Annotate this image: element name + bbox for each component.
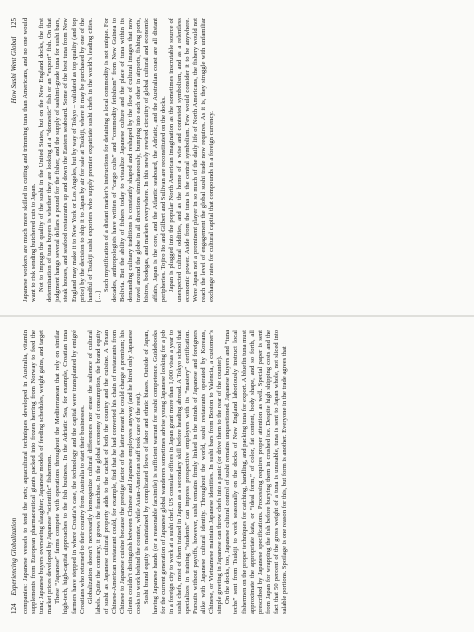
right-running-head (10, 18, 18, 302)
right-paragraph-1: Japanese workers are much more skilled in cutting and trimming tuna than Americans, and no one would want to risk sending butchered cuts to Japan. (22, 18, 38, 302)
left-running-title: Experiencing Globalization (10, 517, 18, 596)
right-page-number: 125 (10, 18, 18, 29)
right-paragraph-4: Japan is plugged into the popular North American imagination as the sometimes inscrutable source of unexpected cultural oddities, and as the home of a wise and contested symbolism, and as a relentless economic power. Aside from the tuna is the central symbolism. Few would consider it to be anywhere. Were Japan not a prominent player in so much of the daily life of North Americans, the fishery would not reach the level of engagement the global sushi trade now requires. As it is, they struggle with unfamiliar exchange rates for cultural capital that compounds in a foreign currency. (167, 18, 216, 302)
right-running-title: How Sushi Went Global (10, 36, 18, 104)
left-paragraph-1: companies: Japanese vessels to tend the nets; aquacultural techniques developed in Australia, vitamin supplements from European pharmaceutical giants packed into frozen herring from Norway to feed the tuna; Japanese buyers overseeing slaughter; Japanese models of feeding schedules, weight gains, and target market prices developed by Japanese “scientific” fishermen. (22, 330, 54, 614)
left-paragraph-4: Sushi brand equity is maintained by complicated flows of labor and ethnic biases. Outside of Japan, having Japanese hands (or a reasonable facsimile) is sufficient warrant for sushi competence. Guidebooks for the current generation of Japanese global wanderers sometimes advise young Japanese looking for a job in a foreign city to work at a sushi chef. US consular offices in Japan grant more than 1,000 visas a year to sushi chefs, most of them trained in Japan as a secondary skill before heading abroad. A Tokyo school that specializes in training “students” can impress prospective employers with its “mastery” certification. Pursuits without payoffs, however, sushi remains firmly linked in the minds of Japanese and foreigners alike with Japanese cultural identity. Throughout the world, sushi restaurants operated by Koreans, Chinese, or Vietnamese maintain Japanese identities. In sushi bars from Boston to Valencia, a customer’s simple greeting in Japanese can throw chefs into a panic (or drive them to the rear of the counter). (143, 330, 224, 614)
left-page (0, 316, 474, 632)
right-paragraph-2: Not to impugn the quality of the sushi in the United States, but on the New England docks, the first determination of tuna buyers is whether they are looking at a “domestic” fish or an “export” fish. On that judgment hangs several dollars a pound for the fisher, and the supply of sashimi-grade tuna for sushi bars, steak houses, and seafood restaurants up and down the Eastern seaboard. Some of the best tuna from New England may make it to New York or Los Angeles, but by way of Tokyo – validated as top quality (and top price) by the decision to ship it to Japan by air for sale at Tsukiji, where it may be purchased by one of the handful of Tsukiji sushi exporters who supply premier expatriate sushi chefs in the world’s leading cities. […] (38, 18, 102, 302)
left-paragraph-2: These “Japanese” farms compete with operations throughout the Mediterranean that rely on similar high-tech, high-capital approaches to the fish business. In the Adriatic Sea, for example, Croatian tuna farmers have stepped in where Croatia’s case, the technology and the capital were transplanted by emigré Croatians who returned to their country from Australia to start their businesses. (54, 330, 86, 614)
left-running-head (10, 330, 18, 614)
right-paragraph-3: Such mystification of a distant market’s instructions for detaining a local commodity is not unique. For decades, anthropologists have written of “cargo cults” and “commodity fetishism” from New Guinea to Bolivia. But the ability of fishers today to visualize Japanese culture and the place of tuna within its demanding culinary traditions is constantly shaped and reshaped by the flow of cultural images that now travel around the globe in all directions simultaneously, bumping into each other in airports, fishing ports, bistros, bodegas, and markets everywhere. In this newly rewired circuitry of global cultural and economic affairs, Japan is the core, and the Atlantic seaboard, the Adriatic, and the Australian coast are all distant peripheries. Tojiro Ito and Gilbert and Sullivan are reconstituted on the docks. (102, 18, 167, 302)
left-paragraph-5: On the docks, too, Japanese cultural control of sushi remains unquestioned. Japanese buyers and “tuna techs” sent from Tsukiji to work seasonally on the docks of New England laboriously instruct local fishermen on the proper techniques for catching, handling, and packing tuna for export. A bluefin tuna must approximate the appropriate kata, or “ideal form,” of color, fat content, body shape, and so forth, all prescribed by Japanese specifications. Processing requires proper attention as well. Special paper is sent from Japan for wrapping the fish before burying them in crushed ice. Despite high shipping costs and the fact that 50 percent of the gross weight of a tuna is unusable, tuna is sent to Japan whole, not sliced into salable portions. Spoilage is one reason for this, but form is another. Everyone in the trade agrees that (224, 329, 288, 614)
left-page-number: 124 (10, 603, 18, 614)
left-paragraph-3: Globalization doesn’t necessarily homogenize cultural differences nor erase the salience of cultural labels. Quite the contrary, it grows the franchise. In the global economy of consumption, the brand equity of sushi as Japanese cultural property adds to the cachet of both the country and the cuisine. A Texan Chinese-American restaurant could, for example, find that he had converted his chain of restaurants from Chinese to Japanese cuisine because the prestige factor of the latter meant he could charge a premium; his clients couldn’t distinguish between Chinese and Japanese employees anyway (and he hired only Japanese cooks to work behind the counter, while Asian-American staff took care of the rest). (86, 330, 143, 614)
